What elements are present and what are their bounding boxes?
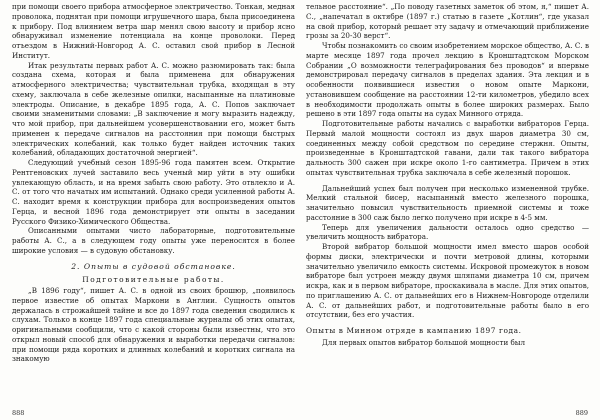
sub-heading: Подготовительные работы. [82, 275, 225, 285]
paragraph: Дальнейший успех был получен при несколько измененной трубке. Мелкий стальной бисер, насыпанный вместо железного порошка, значительно повысил чувствительность приемной системы и тоже расстояние в 300 саж было легко получено при искре в 4-5 мм. [306, 183, 589, 222]
paragraph: тельное расстояние“. „По поводу газетных заметок об этом, я,“ пишет А. С., „напечатал в октябре (1897 г.) статью в газете „Котлин“, где указал на свой прибор, который решает эту задачу и отмечающий приближение грозы за 20-30 верст“. [306, 2, 589, 41]
section-heading: Опыты в Минном отряде в кампанию 1897 года. [306, 326, 522, 335]
paragraph: Описанными опытами чисто лабораторные, подготовительные работы А. С., а в следующем году опыты уже переносятся в более широкие условия — в судовую обстановку. [12, 226, 295, 255]
paragraph: Итак результаты первых работ А. С. можно разюмировать так: была создана схема, которая и была применена для обнаружения атмосферного электричества; чувствительная трубка, входящая в эту схему, заключала в себе железные опилки, насыпанные на платиновые электроды. Описание, в декабре 1895 года, А. С. Попов заключает своими знаменитыми словами: „В заключение я могу выразить надежду, что мой прибор, при дальнейшем усовершенствовании его, может быть применен к передаче сигналов на расстояния при помощи быстрых электрических колебаний, как только будет найден источник таких колебаний, обладающих достаточной энергией“. [12, 60, 295, 158]
paragraph: Чтобы познакомить со своим изобретением морское общество, А. С. в марте месяце 1897 года прочел лекцию в Кронштадтском Морском Собрании „О возможности телеграфирования без проводов“ и впервые демонстрировал передачу сигналов в пределах здания. Эта лекция и в особенности появившиеся известия о новом опыте Маркони, установившем сообщение на расстоянии 12-ти километров, убедило всех в необходимости продолжать опыты в более широких размерах. Было решено в эти 1897 года опыты на судах Минного отряда. [306, 41, 589, 119]
page-number-left: 888 [12, 409, 25, 417]
section-heading: 2. Опыты в судовой обстановке. [71, 261, 236, 271]
paragraph: Следующий учебный сезон 1895-96 года памятен всем. Открытие Рентгеновских лучей заставило весь ученый мир уйти в эту ошибки увлекающую область, и на время забыть свою работу. Это отвлекло и А. С. от того что начатых им испытаний. Однако среди усиленной работы А. С. находит время к конструкции прибора для воспроизведения опытов Герца, и весной 1896 года демонстрирует эти опыты в заседании Русского Физико-Химического Общества. [12, 158, 295, 226]
paragraph: „В 1896 году“, пишет А. С. в одной из своих брошюр, „появилось первое известие об опытах Маркони в Англии. Сущность опытов держалась в строжайшей тайне и все до 1897 года сведения сводились к слухам. Только в конце 1897 года специальные журналы об этих опытах, оригинальными сообщили, что с какой стороны были известны, что это открыл новый способ для обнаружения и выработки передачи сигналов: при помощи ряда коротких и длинных колебаний и коротких сигнала на знакомую [12, 286, 295, 364]
page-number-right: 889 [575, 409, 588, 417]
paragraph: Второй вибратор большой мощности имел вместо шаров особой формы диски, электрически и почти метровой длины, которыми значительно увеличило емкость системы. Искровой промежуток в новом вибраторе был устроен между двумя шляпами диаметра 10 см, причем искра, как и в первом вибраторе, проскакивала в масле. Для этих опытов, по приглашению А. С. от дальнейших его в Нижнем-Новгороде отделили А. С. от дальнейших работ, и подготовительные работы было в его отсутствии, без его участия. [306, 242, 589, 320]
paragraph: Теперь для увеличения дальности осталось одно средство — увеличить мощность вибратора. [306, 222, 589, 242]
paragraph: Для первых опытов вибратор большой мощности был [322, 337, 525, 347]
right-column [306, 2, 589, 348]
paragraph: Подготовительные работы начались с выработки вибраторов Герца. Первый малой мощности состоял из двух шаров диаметра 30 см, соединенных между собой средством по середине стержня. Опыты, произведенные в Кронштадтской гавани, дали так такого вибратора дальность 300 сажен при искре около 1-го сантиметра. Причем в этих опытах чувствительная трубка заключала в себе железный порошок. [306, 119, 589, 177]
left-column [12, 2, 295, 364]
paragraph: при помощи своего прибора атмосферное электричество. Тонкая, медная проволока, поднятая при помощи игрушечного шара, была присоединена к прибору. Под влиянием ветра шар менял свою высоту и прибор ясно обнаруживал изменение потенциала на конце проволоки. Перед отъездом в Нижний-Новгород А. С. оставил свой прибор в Лесной Институт. [12, 2, 295, 60]
